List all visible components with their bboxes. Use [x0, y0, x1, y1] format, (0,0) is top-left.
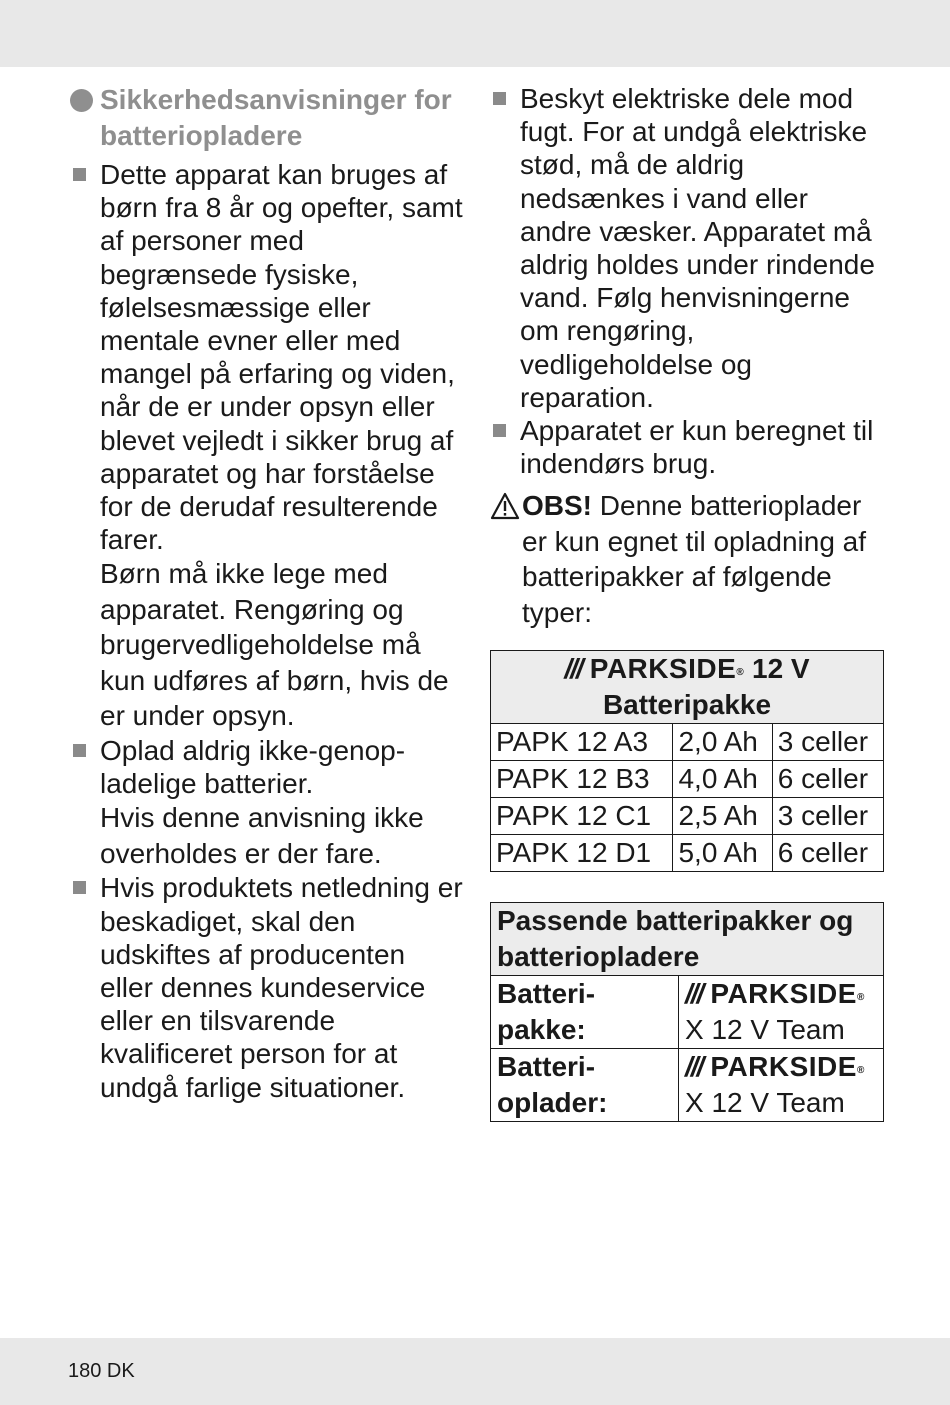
table-row [491, 976, 884, 1049]
warning-note [490, 488, 885, 630]
table-cell: PAPK 12 C1 [491, 798, 673, 835]
model-name: X 12 V Team [685, 1087, 845, 1119]
bullet-square-icon [493, 424, 506, 437]
parkside-logo: /// PARKSIDE® [685, 1051, 865, 1083]
list-item [70, 871, 465, 1103]
battery-pack-table [490, 650, 884, 872]
list-item [70, 734, 465, 871]
list-item-text-continued: Hvis denne anvisning ikke overholdes er der fare. [100, 802, 424, 869]
list-item-text: Hvis produktets netledning er beskadiget, skal den udskiftes af producenten eller dennes kundeservice eller en tilsvarende kvalificeret person for at undgå farlige situationer. [100, 872, 463, 1103]
table-row [491, 798, 884, 835]
table-cell: 3 celler [772, 798, 883, 835]
warning-text: Denne batterioplader er kun egnet til opladning af batteripakker af følgende typer: [522, 490, 867, 628]
table-row [491, 835, 884, 872]
bullet-square-icon [493, 92, 506, 105]
table-cell: PAPK 12 B3 [491, 761, 673, 798]
section-heading-text: Sikkerhedsanvisninger for batteriopladere [100, 84, 452, 151]
table-row [491, 724, 884, 761]
list-item [490, 414, 885, 480]
table-cell [679, 976, 884, 1049]
table-row-label: Batteri-pakke: [491, 976, 679, 1049]
list-item-text: Dette apparat kan bruges af børn fra 8 år og opefter, samt af personer med begrænsede fysiske, følelsesmæssige eller mentale evner eller med mangel på erfaring og viden, når de er under opsyn eller blevet vejledt i sikker brug af apparatet og har forståelse for de derudaf resulterende farer. [100, 159, 463, 556]
compatible-table-header: Passende batteripakker og batteriopladere [491, 903, 884, 976]
list-item [490, 82, 885, 414]
table-row [491, 1049, 884, 1122]
parkside-logo: /// PARKSIDE® [685, 978, 865, 1010]
table-row [491, 761, 884, 798]
bullet-square-icon [73, 881, 86, 894]
list-item-text: Apparatet er kun beregnet til indendørs brug. [520, 415, 874, 480]
table-cell: PAPK 12 A3 [491, 724, 673, 761]
header-voltage: 12 V [752, 653, 810, 685]
right-column [490, 82, 885, 1122]
section-heading [70, 82, 465, 154]
model-name: X 12 V Team [685, 1014, 845, 1046]
left-column [70, 82, 465, 1104]
page-number: 180 DK [68, 1360, 135, 1382]
bullet-square-icon [73, 168, 86, 181]
table-cell: 5,0 Ah [673, 835, 772, 872]
table-cell: PAPK 12 D1 [491, 835, 673, 872]
table-cell: 6 celler [772, 835, 883, 872]
battery-pack-table-header [491, 651, 884, 724]
compatible-packs-table [490, 902, 884, 1122]
list-item-text: Oplad aldrig ikke-genop-ladelige batterier. [100, 734, 406, 800]
table-cell: 2,0 Ah [673, 724, 772, 761]
table-cell: 4,0 Ah [673, 761, 772, 798]
list-item-text-continued: Børn må ikke lege med apparatet. Rengøring og brugervedligeholdelse må kun udføres af børn, hvis de er under opsyn. [100, 558, 449, 732]
parkside-logo: /// PARKSIDE® [564, 653, 745, 685]
list-item [70, 158, 465, 734]
table-cell: 2,5 Ah [673, 798, 772, 835]
list-item-text: Beskyt elektriske dele mod fugt. For at undgå elektriske stød, må de aldrig nedsænkes i vand eller andre væsker. Apparatet må aldrig holdes under rindende vand. Følg henvisningerne om rengøring, vedligeholdelse og reparation. [520, 83, 875, 413]
footer-band [0, 1338, 950, 1405]
bullet-square-icon [73, 744, 86, 757]
header-line2: Batteripakke [602, 689, 772, 721]
bullet-circle-icon [70, 89, 93, 112]
table-cell [679, 1049, 884, 1122]
warning-triangle-icon [490, 492, 520, 520]
header-band [0, 0, 950, 67]
table-cell: 6 celler [772, 761, 883, 798]
table-row-label: Batteri-oplader: [491, 1049, 679, 1122]
table-cell: 3 celler [772, 724, 883, 761]
warning-label: OBS! [522, 490, 592, 522]
